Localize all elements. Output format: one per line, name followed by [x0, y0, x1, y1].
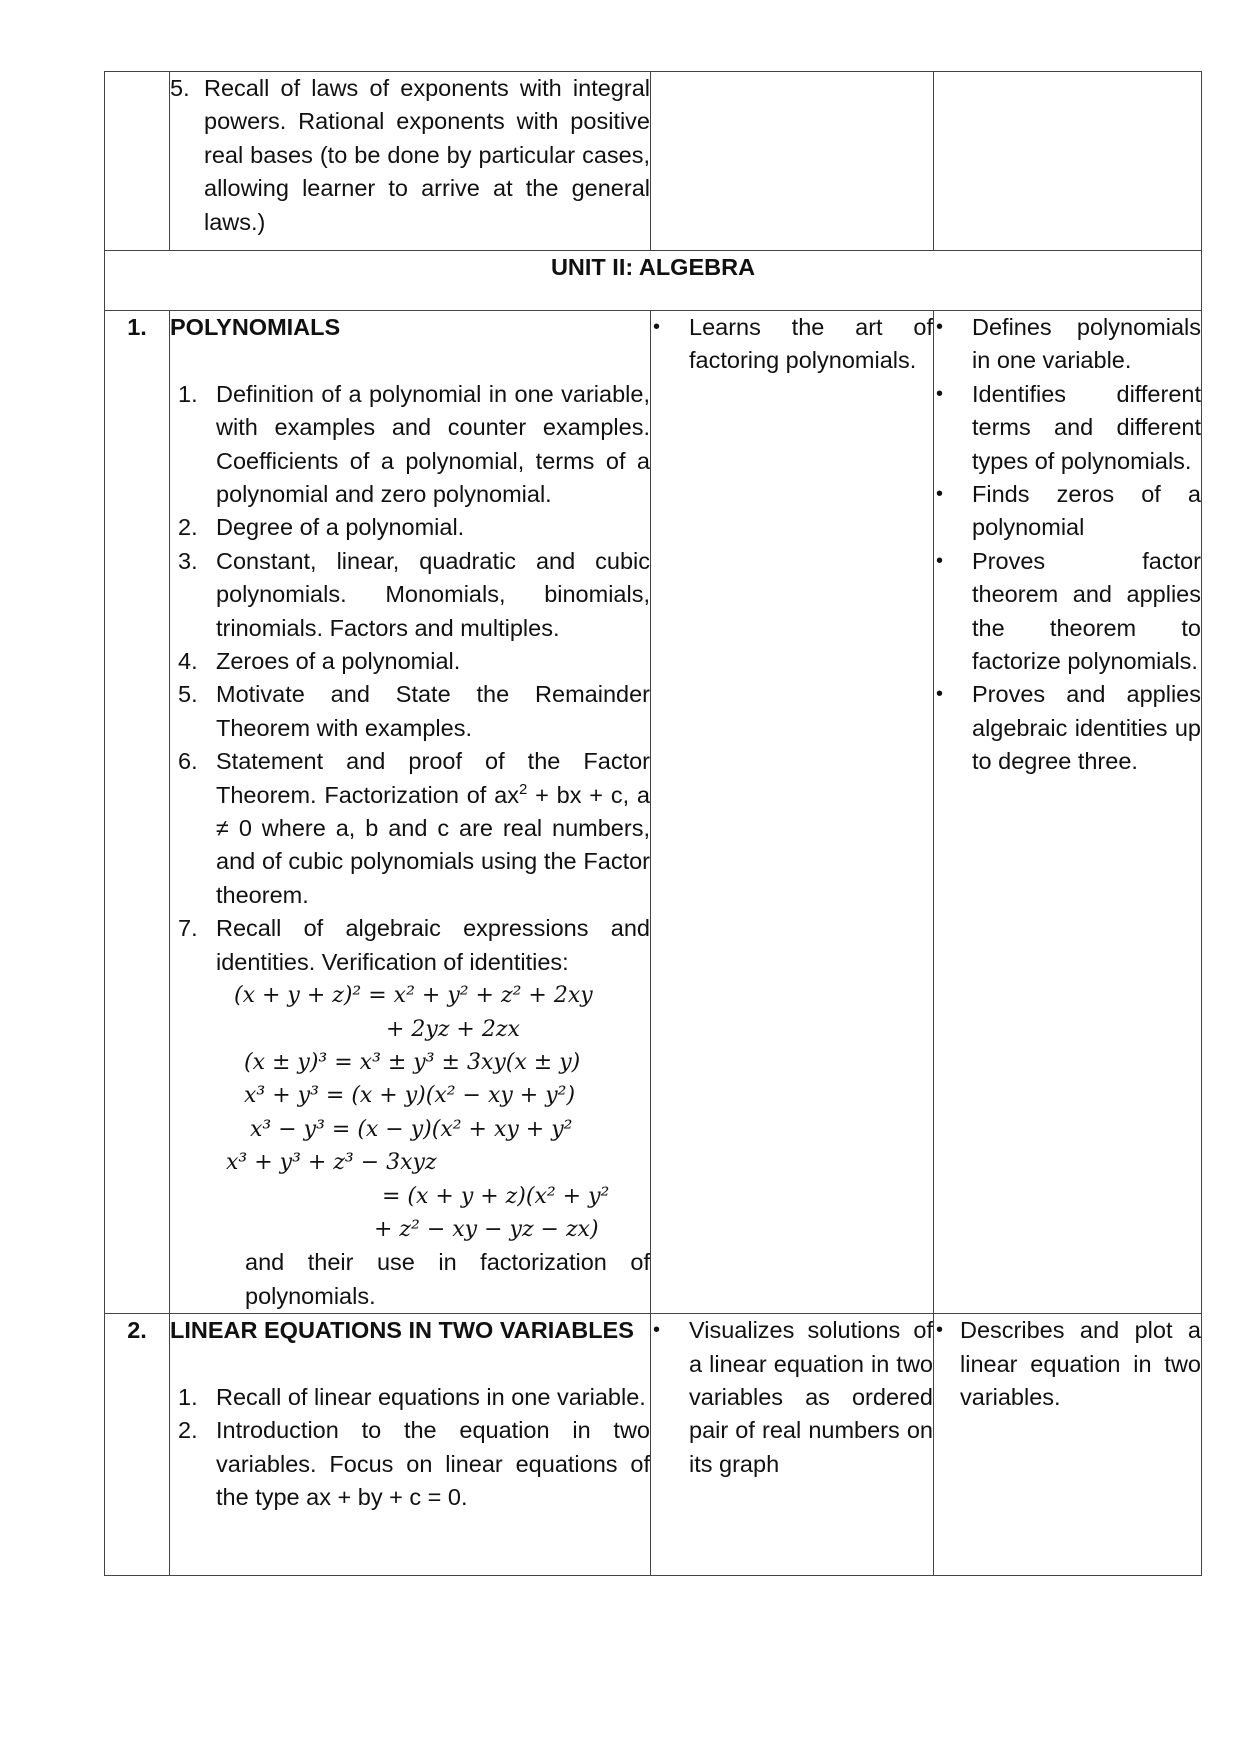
identity-line: + z² − xy − yz − zx)	[374, 1216, 599, 1242]
identity-line: (x ± y)³ = x³ ± y³ ± 3xy(x ± y)	[244, 1049, 581, 1075]
identities-tail: and their use in factorization of polynomials.	[245, 1249, 650, 1309]
list-item	[934, 478, 1201, 545]
list-number: 5.	[178, 681, 198, 708]
identity-line: = (x + y + z)(x² + y²	[382, 1183, 610, 1209]
list-text: Defines polynomials in one variable.	[972, 314, 1201, 374]
identity-line: x³ − y³ = (x − y)(x² + xy + y²	[250, 1116, 573, 1142]
bullet-icon: •	[936, 549, 944, 572]
list-text: Motivate and State the Remainder Theorem with examples.	[216, 681, 650, 741]
identity-line: x³ + y³ + z³ − 3xyz	[226, 1150, 437, 1176]
list-text: + bx + c, a ≠ 0 where a, b and c are real numbers, and of cubic polynomials using the Factor theorem.	[216, 781, 650, 908]
table-row-linear-equations	[105, 1314, 1202, 1576]
section-title: POLYNOMIALS	[170, 314, 341, 340]
list-text: Describes and plot a linear equation in two variables.	[960, 1317, 1201, 1410]
learning-outcome-cell	[651, 1314, 934, 1576]
list-text: Recall of laws of exponents with integral powers. Rational exponents with positive real bases (to be done by particular cases, allowing learner to arrive at the general laws.)	[204, 75, 650, 235]
table-row-exponents	[105, 72, 1202, 251]
list-item	[170, 1381, 650, 1414]
list-text: Zeroes of a polynomial.	[216, 648, 461, 675]
list-number: 1.	[178, 380, 198, 407]
list-item	[170, 511, 650, 544]
bullet-icon: •	[936, 483, 944, 506]
bullet-icon: •	[936, 1319, 944, 1342]
list-item	[651, 1314, 933, 1481]
serial-cell	[105, 72, 170, 251]
serial-number: 1.	[105, 311, 170, 1314]
learning-outcome-list	[651, 1314, 933, 1481]
list-item	[170, 678, 650, 745]
list-text: Proves factor theorem and applies the theorem to factorize polynomials.	[972, 547, 1201, 675]
list-item	[170, 545, 650, 645]
bullet-icon: •	[936, 382, 944, 405]
list-number: 3.	[178, 547, 198, 574]
identity-line: (x + y + z)² = x² + y² + z² + 2xy	[234, 983, 593, 1009]
list-item	[170, 72, 650, 239]
unit-heading: UNIT II: ALGEBRA	[105, 251, 1202, 311]
list-text: Statement and proof of the Factor Theorem. Factorization of ax	[216, 748, 650, 808]
syllabus-table	[104, 71, 1202, 1576]
learning-outcome-cell	[651, 72, 934, 251]
list-item	[170, 645, 650, 678]
content-list	[170, 378, 650, 979]
competency-list	[934, 311, 1201, 779]
list-item	[934, 545, 1201, 679]
competency-cell	[934, 1314, 1202, 1576]
table-row-unit-heading	[105, 251, 1202, 311]
list-text: Recall of linear equations in one variable.	[216, 1383, 646, 1410]
list-number: 5.	[170, 75, 190, 101]
bullet-icon: •	[936, 683, 944, 706]
content-cell	[170, 1314, 651, 1576]
superscript: 2	[518, 780, 528, 798]
list-number: 2.	[178, 1417, 198, 1444]
list-number: 7.	[178, 915, 198, 942]
list-text: Introduction to the equation in two variables. Focus on linear equations of the type ax + by + c = 0.	[216, 1417, 650, 1511]
list-text: Proves and applies algebraic identities up to degree three.	[972, 681, 1201, 775]
list-number: 2.	[178, 514, 198, 541]
list-item	[170, 1414, 650, 1514]
competency-cell	[934, 72, 1202, 251]
list-item	[170, 378, 650, 512]
content-cell	[170, 311, 651, 1314]
serial-number: 2.	[105, 1314, 170, 1576]
learning-outcome-cell	[651, 311, 934, 1314]
identities-block	[170, 979, 650, 1246]
list-text: Identifies different terms and different types of polynomials.	[972, 380, 1201, 474]
list-text: Learns the art of factoring polynomials.	[689, 314, 933, 374]
list-item	[170, 745, 650, 912]
list-item	[934, 1314, 1201, 1414]
list-text: Degree of a polynomial.	[216, 514, 465, 541]
identity-line: x³ + y³ = (x + y)(x² − xy + y²)	[244, 1083, 576, 1109]
list-text: Visualizes solutions of a linear equation in two variables as ordered pair of real numbers on its graph	[689, 1317, 933, 1477]
section-title: LINEAR EQUATIONS IN TWO VARIABLES	[170, 1317, 634, 1344]
bullet-icon: •	[653, 1319, 661, 1342]
table-row-polynomials	[105, 311, 1202, 1314]
list-text: Definition of a polynomial in one variable, with examples and counter examples. Coefficients of a polynomial, terms of a polynomial and zero polynomial.	[216, 380, 650, 508]
list-item	[651, 311, 933, 378]
content-list	[170, 1381, 650, 1515]
list-text: Constant, linear, quadratic and cubic polynomials. Monomials, binomials, trinomials. Factors and multiples.	[216, 547, 650, 641]
list-number: 1.	[178, 1383, 198, 1410]
list-item	[934, 678, 1201, 778]
list-text: Finds zeros of a polynomial	[972, 481, 1201, 541]
bullet-icon: •	[653, 316, 661, 338]
list-text: Recall of algebraic expressions and identities. Verification of identities:	[216, 915, 650, 975]
list-item	[934, 311, 1201, 378]
learning-outcome-list	[651, 311, 933, 378]
content-list	[170, 72, 650, 239]
competency-list	[934, 1314, 1201, 1414]
competency-cell	[934, 311, 1202, 1314]
list-item	[934, 378, 1201, 478]
bullet-icon: •	[936, 316, 944, 338]
list-number: 6.	[178, 748, 198, 775]
identity-line: + 2yz + 2zx	[386, 1016, 520, 1042]
list-number: 4.	[178, 648, 198, 675]
list-item	[170, 912, 650, 979]
content-cell	[170, 72, 651, 251]
